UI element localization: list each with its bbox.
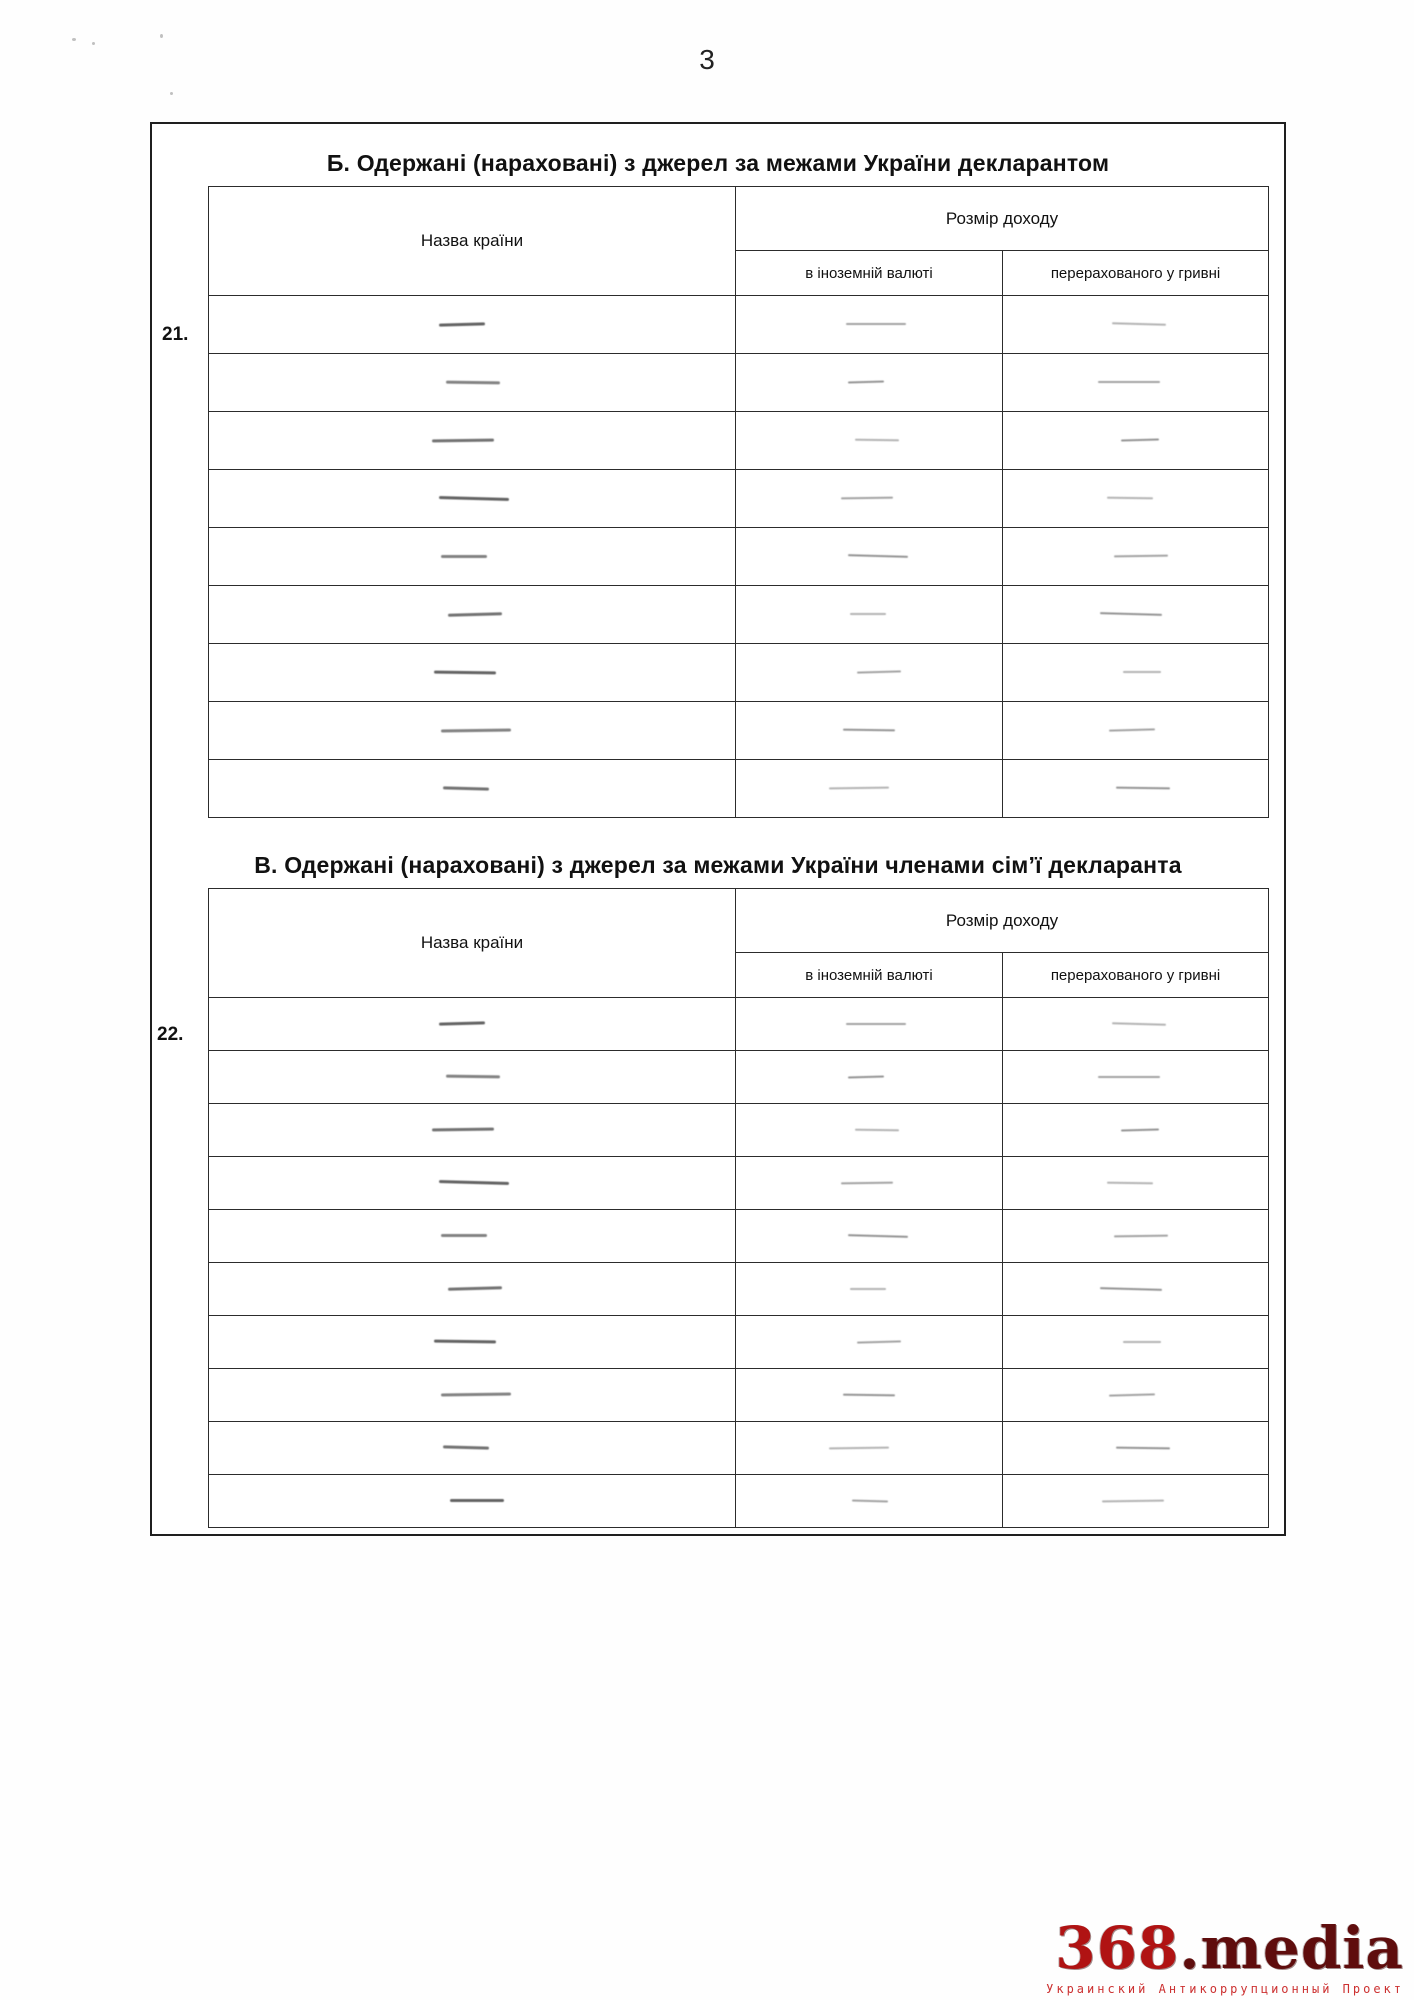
handwritten-mark: [443, 786, 489, 790]
handwritten-mark: [432, 438, 494, 442]
table-cell: [209, 528, 736, 586]
handwritten-mark: [843, 1393, 895, 1396]
handwritten-mark: [443, 1446, 489, 1450]
handwritten-mark: [1115, 1446, 1169, 1449]
page-number: 3: [699, 44, 715, 75]
handwritten-mark: [448, 1287, 502, 1292]
table-cell: [736, 1263, 1003, 1316]
header-foreign-currency: в іноземній валюті: [736, 953, 1003, 998]
handwritten-mark: [848, 554, 908, 558]
handwritten-mark: [432, 1128, 494, 1132]
table-cell: [209, 1422, 736, 1475]
handwritten-mark: [841, 497, 893, 500]
table-cell: [1003, 1475, 1269, 1528]
handwritten-mark: [1115, 787, 1169, 790]
table-cell: [1003, 586, 1269, 644]
table-row: [209, 1422, 1269, 1475]
item-number-21: 21.: [162, 324, 189, 345]
handwritten-mark: [848, 381, 884, 384]
table-cell: [736, 354, 1003, 412]
table-cell: [1003, 998, 1269, 1051]
section-b-title: Б. Одержані (нараховані) з джерел за межами України декларантом: [326, 150, 1110, 176]
table-cell: [736, 702, 1003, 760]
table-cell: [209, 1263, 736, 1316]
table-cell: [736, 296, 1003, 354]
header-foreign-currency: в іноземній валюті: [736, 251, 1003, 296]
table-cell: [736, 1104, 1003, 1157]
section-v-rows: [209, 998, 1269, 1528]
handwritten-mark: [1099, 1287, 1161, 1291]
table-cell: [1003, 644, 1269, 702]
section-b-table: [208, 186, 1269, 818]
table-row: [209, 998, 1269, 1051]
handwritten-mark: [848, 1075, 884, 1078]
table-cell: [1003, 1263, 1269, 1316]
table-cell: [736, 1475, 1003, 1528]
handwritten-mark: [434, 1340, 496, 1344]
handwritten-mark: [448, 612, 502, 617]
header-hryvnia: перерахованого у гривні: [1003, 953, 1269, 998]
table-cell: [736, 998, 1003, 1051]
handwritten-mark: [852, 1499, 888, 1502]
table-row: [209, 354, 1269, 412]
table-cell: [209, 296, 736, 354]
table-cell: [1003, 412, 1269, 470]
table-cell: [1003, 528, 1269, 586]
table-cell: [1003, 470, 1269, 528]
logo-suffix: .media: [1179, 1914, 1404, 1982]
scan-speck: [170, 92, 173, 95]
table-cell: [736, 586, 1003, 644]
table-cell: [209, 702, 736, 760]
table-cell: [736, 760, 1003, 818]
handwritten-mark: [850, 613, 886, 615]
table-cell: [209, 1369, 736, 1422]
table-cell: [209, 998, 736, 1051]
handwritten-mark: [846, 1023, 906, 1025]
handwritten-mark: [439, 1180, 509, 1185]
section-v-title: В. Одержані (нараховані) з джерел за межами України членами сім’ї декларанта: [254, 852, 1182, 878]
scan-speck: [160, 34, 163, 38]
table-cell: [736, 1316, 1003, 1369]
table-cell: [736, 412, 1003, 470]
table-cell: [209, 1051, 736, 1104]
handwritten-mark: [441, 728, 511, 732]
handwritten-mark: [1120, 1128, 1158, 1131]
handwritten-mark: [1106, 1181, 1152, 1184]
table-cell: [209, 760, 736, 818]
table-row: [209, 296, 1269, 354]
header-hryvnia: перерахованого у гривні: [1003, 251, 1269, 296]
header-income-size: Розмір доходу: [736, 187, 1269, 251]
handwritten-mark: [434, 670, 496, 674]
table-cell: [736, 1157, 1003, 1210]
handwritten-mark: [439, 1022, 485, 1026]
table-row: [209, 644, 1269, 702]
table-row: [209, 1475, 1269, 1528]
table-cell: [1003, 1157, 1269, 1210]
table-row: [209, 760, 1269, 818]
scan-speck: [92, 42, 95, 45]
table-cell: [1003, 296, 1269, 354]
handwritten-mark: [841, 1181, 893, 1184]
handwritten-mark: [855, 1128, 899, 1131]
handwritten-mark: [848, 1234, 908, 1238]
handwritten-mark: [1111, 323, 1165, 327]
table-cell: [736, 470, 1003, 528]
table-cell: [736, 644, 1003, 702]
table-cell: [209, 1157, 736, 1210]
table-row: [209, 1104, 1269, 1157]
table-cell: [1003, 1369, 1269, 1422]
handwritten-mark: [1108, 729, 1154, 732]
table-cell: [736, 528, 1003, 586]
handwritten-mark: [857, 1340, 901, 1343]
table-cell: [209, 1316, 736, 1369]
section-v-table-head: [209, 889, 1269, 998]
handwritten-mark: [850, 1288, 886, 1290]
header-country: Назва країни: [209, 187, 736, 296]
handwritten-mark: [1098, 1076, 1160, 1078]
table-cell: [1003, 760, 1269, 818]
handwritten-mark: [446, 1075, 500, 1079]
table-row: [209, 586, 1269, 644]
handwritten-mark: [843, 729, 895, 732]
form-border-box: [150, 122, 1286, 1536]
section-b-table-head: [209, 187, 1269, 296]
handwritten-mark: [1123, 671, 1161, 673]
handwritten-mark: [1111, 1022, 1165, 1026]
table-row: [209, 470, 1269, 528]
handwritten-mark: [829, 787, 889, 790]
table-row: [209, 528, 1269, 586]
table-cell: [1003, 1051, 1269, 1104]
table-cell: [209, 470, 736, 528]
table-row: [209, 1263, 1269, 1316]
table-cell: [209, 412, 736, 470]
table-cell: [209, 1210, 736, 1263]
table-row: [209, 1210, 1269, 1263]
table-cell: [1003, 354, 1269, 412]
table-row: [209, 702, 1269, 760]
table-cell: [1003, 1104, 1269, 1157]
header-income-size: Розмір доходу: [736, 889, 1269, 953]
handwritten-mark: [857, 671, 901, 674]
section-b-rows: [209, 296, 1269, 818]
section-v-table: [208, 888, 1269, 1528]
368media-logo: [1046, 1914, 1404, 1982]
handwritten-mark: [1099, 612, 1161, 616]
scan-speck: [72, 38, 76, 41]
logo-number: 368: [1055, 1914, 1180, 1982]
handwritten-mark: [1113, 555, 1167, 558]
table-cell: [736, 1210, 1003, 1263]
handwritten-mark: [1113, 1234, 1167, 1237]
handwritten-mark: [441, 555, 487, 558]
handwritten-mark: [441, 1393, 511, 1397]
handwritten-mark: [1098, 381, 1160, 383]
header-country: Назва країни: [209, 889, 736, 998]
table-row: [209, 1369, 1269, 1422]
table-cell: [209, 586, 736, 644]
table-cell: [736, 1051, 1003, 1104]
handwritten-mark: [439, 496, 509, 501]
table-cell: [736, 1369, 1003, 1422]
handwritten-mark: [846, 323, 906, 325]
table-cell: [209, 354, 736, 412]
table-cell: [209, 1104, 736, 1157]
item-number-22: 22.: [157, 1024, 184, 1045]
logo-tagline: Украинский Антикоррупционный Проект: [1046, 1982, 1404, 1996]
table-cell: [209, 1475, 736, 1528]
handwritten-mark: [829, 1446, 889, 1449]
table-cell: [1003, 702, 1269, 760]
handwritten-mark: [446, 380, 500, 384]
handwritten-mark: [1108, 1393, 1154, 1396]
handwritten-mark: [441, 1234, 487, 1237]
handwritten-mark: [1101, 1499, 1163, 1502]
handwritten-mark: [450, 1499, 504, 1502]
handwritten-mark: [1106, 497, 1152, 500]
handwritten-mark: [439, 322, 485, 326]
table-cell: [1003, 1316, 1269, 1369]
handwritten-mark: [1120, 439, 1158, 442]
table-cell: [1003, 1210, 1269, 1263]
table-row: [209, 1051, 1269, 1104]
handwritten-mark: [855, 439, 899, 442]
table-row: [209, 1316, 1269, 1369]
table-cell: [209, 644, 736, 702]
watermark-footer: [1046, 1914, 1404, 1996]
handwritten-mark: [1123, 1341, 1161, 1343]
table-cell: [736, 1422, 1003, 1475]
table-cell: [1003, 1422, 1269, 1475]
table-row: [209, 412, 1269, 470]
table-row: [209, 1157, 1269, 1210]
